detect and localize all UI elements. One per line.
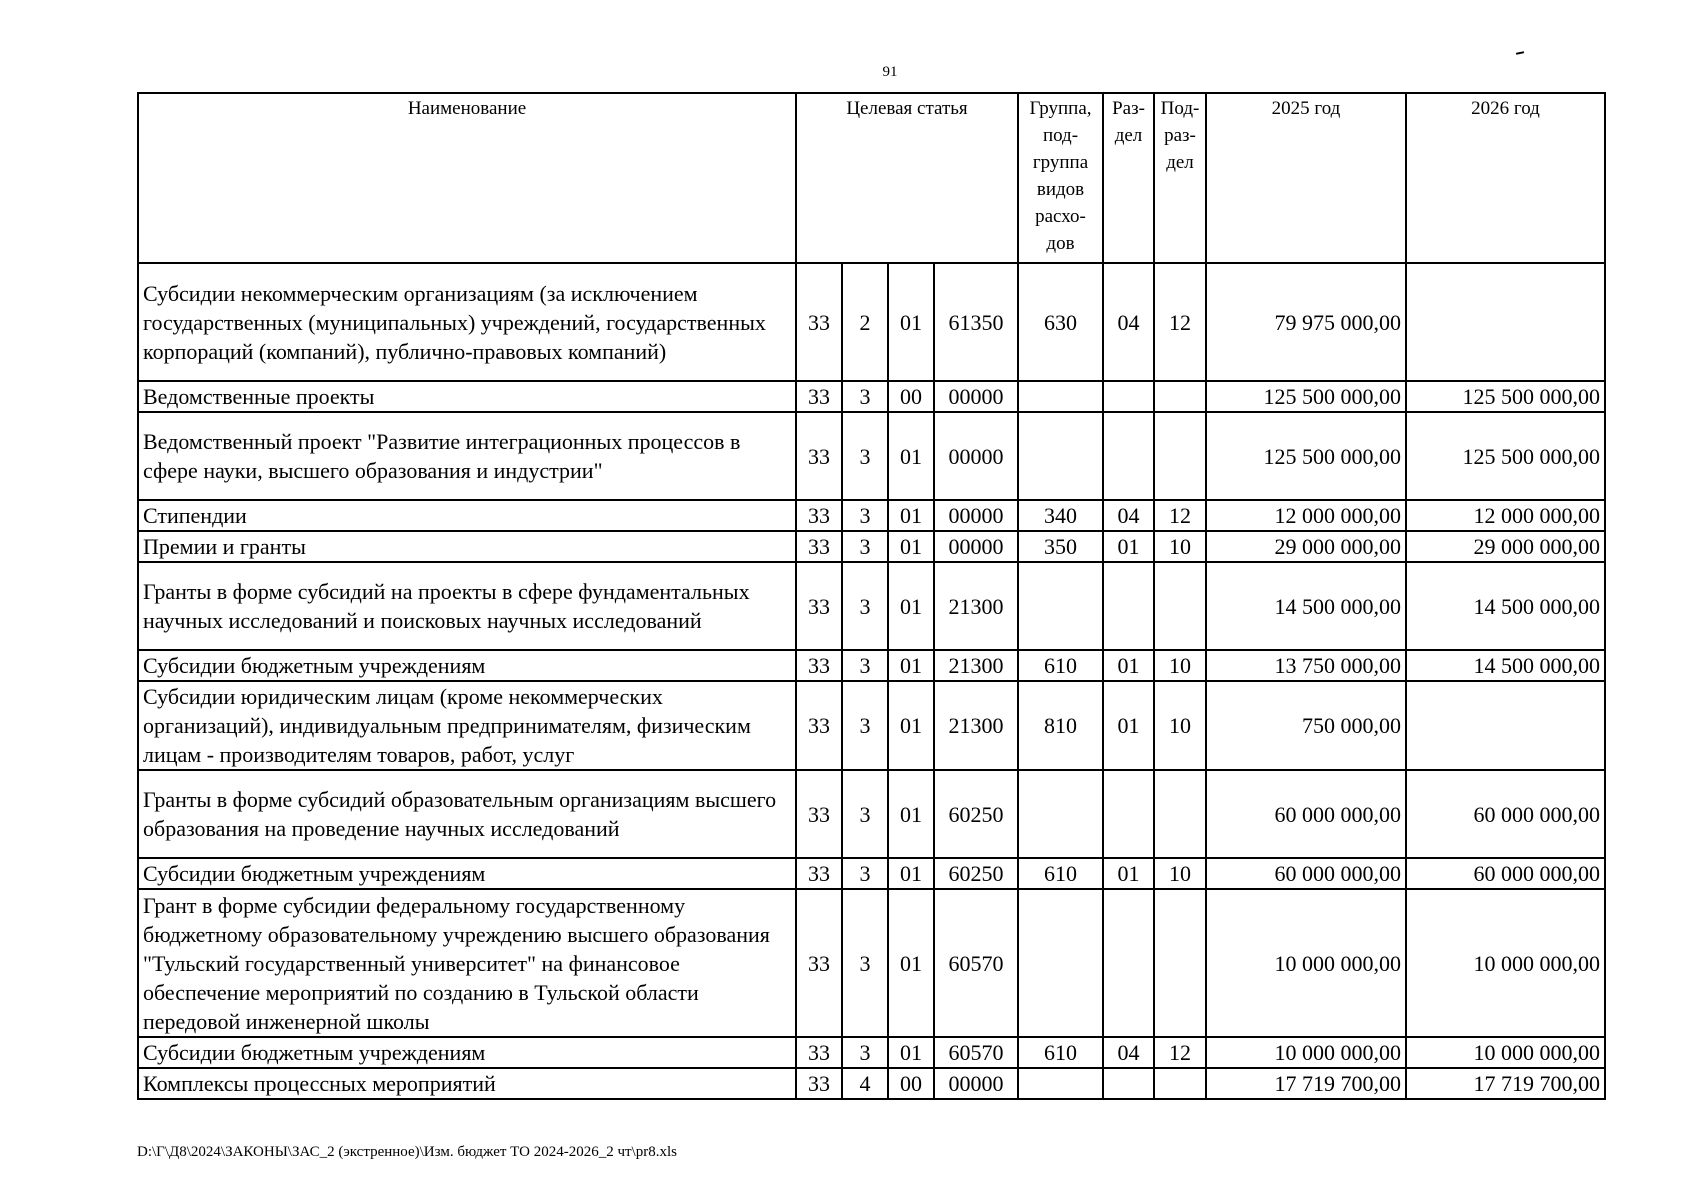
cell-subsection [1154,770,1206,858]
header-name: Наименование [138,93,796,263]
header-target-article: Целевая статья [796,93,1018,263]
cell-target-type: 3 [842,889,888,1037]
cell-amount-2026: 14 500 000,00 [1406,562,1605,650]
file-path-footer: D:\Г\Д8\2024\ЗАКОНЫ\ЗАС_2 (экстренное)\Изм. бюджет ТО 2024-2026_2 чт\pr8.xls [137,1144,677,1160]
cell-target-type: 2 [842,263,888,381]
cell-name: Ведомственные проекты [138,381,796,412]
cell-subsection [1154,1068,1206,1099]
cell-name: Субсидии юридическим лицам (кроме некоммерческих организаций), индивидуальным предпринимателям, физическим лицам - производителям товаров, работ, услуг [138,681,796,770]
cell-target-direction: 00000 [934,500,1018,531]
cell-target-program: 33 [796,650,842,681]
cell-subsection: 12 [1154,263,1206,381]
cell-target-subprogram: 01 [888,650,934,681]
cell-target-type: 3 [842,562,888,650]
cell-target-subprogram: 01 [888,531,934,562]
cell-target-type: 3 [842,770,888,858]
cell-amount-2026: 29 000 000,00 [1406,531,1605,562]
table-row [138,1068,1605,1099]
cell-target-program: 33 [796,858,842,889]
cell-target-direction: 60250 [934,858,1018,889]
header-year-2025: 2025 год [1206,93,1406,263]
cell-amount-2026: 125 500 000,00 [1406,381,1605,412]
cell-target-subprogram: 00 [888,381,934,412]
cell-target-subprogram: 01 [888,500,934,531]
cell-name: Субсидии бюджетным учреждениям [138,1037,796,1068]
cell-expense-group: 610 [1018,1037,1103,1068]
cell-section [1103,1068,1154,1099]
cell-subsection [1154,381,1206,412]
cell-subsection: 10 [1154,650,1206,681]
cell-expense-group: 610 [1018,650,1103,681]
cell-target-program: 33 [796,562,842,650]
table-row [138,263,1605,381]
cell-target-program: 33 [796,263,842,381]
table-row [138,681,1605,770]
cell-section [1103,889,1154,1037]
cell-target-direction: 00000 [934,412,1018,500]
table-body [138,263,1605,1099]
header-subsection [1154,93,1206,263]
cell-name: Субсидии бюджетным учреждениям [138,650,796,681]
cell-name: Ведомственный проект "Развитие интеграционных процессов в сфере науки, высшего образования и индустрии" [138,412,796,500]
cell-section [1103,412,1154,500]
cell-amount-2026: 14 500 000,00 [1406,650,1605,681]
cell-amount-2025: 17 719 700,00 [1206,1068,1406,1099]
cell-expense-group: 630 [1018,263,1103,381]
table-row [138,889,1605,1037]
cell-target-direction: 21300 [934,681,1018,770]
table-row [138,858,1605,889]
cell-target-direction: 60570 [934,1037,1018,1068]
cell-amount-2026: 60 000 000,00 [1406,770,1605,858]
cell-target-program: 33 [796,412,842,500]
cell-target-subprogram: 01 [888,858,934,889]
cell-subsection: 10 [1154,531,1206,562]
table-header-row [138,93,1605,263]
cell-target-direction: 00000 [934,1068,1018,1099]
cell-target-subprogram: 01 [888,263,934,381]
cell-target-type: 3 [842,650,888,681]
cell-amount-2026: 60 000 000,00 [1406,858,1605,889]
cell-name: Субсидии бюджетным учреждениям [138,858,796,889]
cell-subsection [1154,562,1206,650]
cell-target-direction: 60250 [934,770,1018,858]
cell-target-subprogram: 01 [888,412,934,500]
cell-expense-group [1018,381,1103,412]
cell-amount-2026: 17 719 700,00 [1406,1068,1605,1099]
cell-section: 04 [1103,263,1154,381]
table-row [138,562,1605,650]
cell-amount-2025: 13 750 000,00 [1206,650,1406,681]
cell-target-type: 3 [842,500,888,531]
cell-name: Гранты в форме субсидий на проекты в сфере фундаментальных научных исследований и поисковых научных исследований [138,562,796,650]
cell-amount-2025: 125 500 000,00 [1206,412,1406,500]
cell-amount-2026 [1406,681,1605,770]
header-subsection-text: Под-раз-дел [1160,98,1200,173]
cell-amount-2025: 60 000 000,00 [1206,770,1406,858]
cell-amount-2025: 10 000 000,00 [1206,889,1406,1037]
cell-name: Гранты в форме субсидий образовательным организациям высшего образования на проведение научных исследований [138,770,796,858]
table-row [138,381,1605,412]
cell-target-type: 3 [842,681,888,770]
cell-target-direction: 00000 [934,381,1018,412]
cell-section: 01 [1103,531,1154,562]
cell-subsection: 12 [1154,1037,1206,1068]
cell-subsection: 12 [1154,500,1206,531]
cell-amount-2025: 14 500 000,00 [1206,562,1406,650]
cell-subsection [1154,889,1206,1037]
cell-target-subprogram: 01 [888,770,934,858]
cell-target-subprogram: 01 [888,1037,934,1068]
cell-amount-2026: 10 000 000,00 [1406,889,1605,1037]
table-row [138,531,1605,562]
cell-section: 01 [1103,858,1154,889]
page-number: 91 [882,64,898,80]
cell-target-type: 4 [842,1068,888,1099]
cell-target-type: 3 [842,412,888,500]
cell-expense-group [1018,1068,1103,1099]
cell-target-program: 33 [796,500,842,531]
cell-expense-group: 350 [1018,531,1103,562]
header-year-2026: 2026 год [1406,93,1605,263]
cell-amount-2026 [1406,263,1605,381]
cell-section [1103,770,1154,858]
cell-amount-2026: 10 000 000,00 [1406,1037,1605,1068]
cell-subsection [1154,412,1206,500]
cell-expense-group [1018,770,1103,858]
cell-name: Стипендии [138,500,796,531]
cell-amount-2026: 125 500 000,00 [1406,412,1605,500]
cell-section: 04 [1103,500,1154,531]
cell-target-direction: 61350 [934,263,1018,381]
cell-expense-group [1018,562,1103,650]
table-row [138,500,1605,531]
header-group [1018,93,1103,263]
cell-section: 04 [1103,1037,1154,1068]
cell-expense-group: 810 [1018,681,1103,770]
cell-target-program: 33 [796,1068,842,1099]
cell-target-subprogram: 01 [888,562,934,650]
table-row [138,1037,1605,1068]
cell-target-program: 33 [796,770,842,858]
cell-amount-2025: 10 000 000,00 [1206,1037,1406,1068]
cell-target-program: 33 [796,889,842,1037]
header-section-text: Раз-дел [1112,98,1145,146]
cell-target-program: 33 [796,531,842,562]
cell-target-direction: 60570 [934,889,1018,1037]
cell-target-direction: 21300 [934,562,1018,650]
cell-target-subprogram: 01 [888,889,934,1037]
cell-target-direction: 00000 [934,531,1018,562]
cell-expense-group [1018,412,1103,500]
cell-amount-2025: 29 000 000,00 [1206,531,1406,562]
cell-target-direction: 21300 [934,650,1018,681]
header-section [1103,93,1154,263]
cell-section: 01 [1103,650,1154,681]
cell-amount-2025: 750 000,00 [1206,681,1406,770]
cell-amount-2025: 60 000 000,00 [1206,858,1406,889]
cell-target-subprogram: 01 [888,681,934,770]
cell-amount-2025: 125 500 000,00 [1206,381,1406,412]
cell-name: Комплексы процессных мероприятий [138,1068,796,1099]
cell-expense-group [1018,889,1103,1037]
scan-mark [1516,51,1524,55]
cell-target-program: 33 [796,1037,842,1068]
cell-name: Грант в форме субсидии федеральному государственному бюджетному образовательному учреждению высшего образования "Тульский государственный университет" на финансовое обеспечение мероприятий по созданию в Тульской области передовой инженерной школы [138,889,796,1037]
cell-name: Премии и гранты [138,531,796,562]
cell-name: Субсидии некоммерческим организациям (за исключением государственных (муниципальных) учреждений, государственных корпораций (компаний), публично-правовых компаний) [138,263,796,381]
cell-subsection: 10 [1154,858,1206,889]
budget-table [137,92,1606,1100]
cell-target-type: 3 [842,858,888,889]
cell-target-type: 3 [842,1037,888,1068]
cell-target-type: 3 [842,381,888,412]
cell-amount-2025: 12 000 000,00 [1206,500,1406,531]
cell-amount-2025: 79 975 000,00 [1206,263,1406,381]
cell-target-type: 3 [842,531,888,562]
cell-expense-group: 610 [1018,858,1103,889]
cell-section [1103,562,1154,650]
cell-expense-group: 340 [1018,500,1103,531]
cell-subsection: 10 [1154,681,1206,770]
table-row [138,770,1605,858]
table-row [138,412,1605,500]
header-group-text: Группа, под-группа видов расхо-дов [1029,98,1092,254]
cell-target-program: 33 [796,681,842,770]
cell-section [1103,381,1154,412]
table-row [138,650,1605,681]
cell-section: 01 [1103,681,1154,770]
cell-target-program: 33 [796,381,842,412]
cell-amount-2026: 12 000 000,00 [1406,500,1605,531]
cell-target-subprogram: 00 [888,1068,934,1099]
